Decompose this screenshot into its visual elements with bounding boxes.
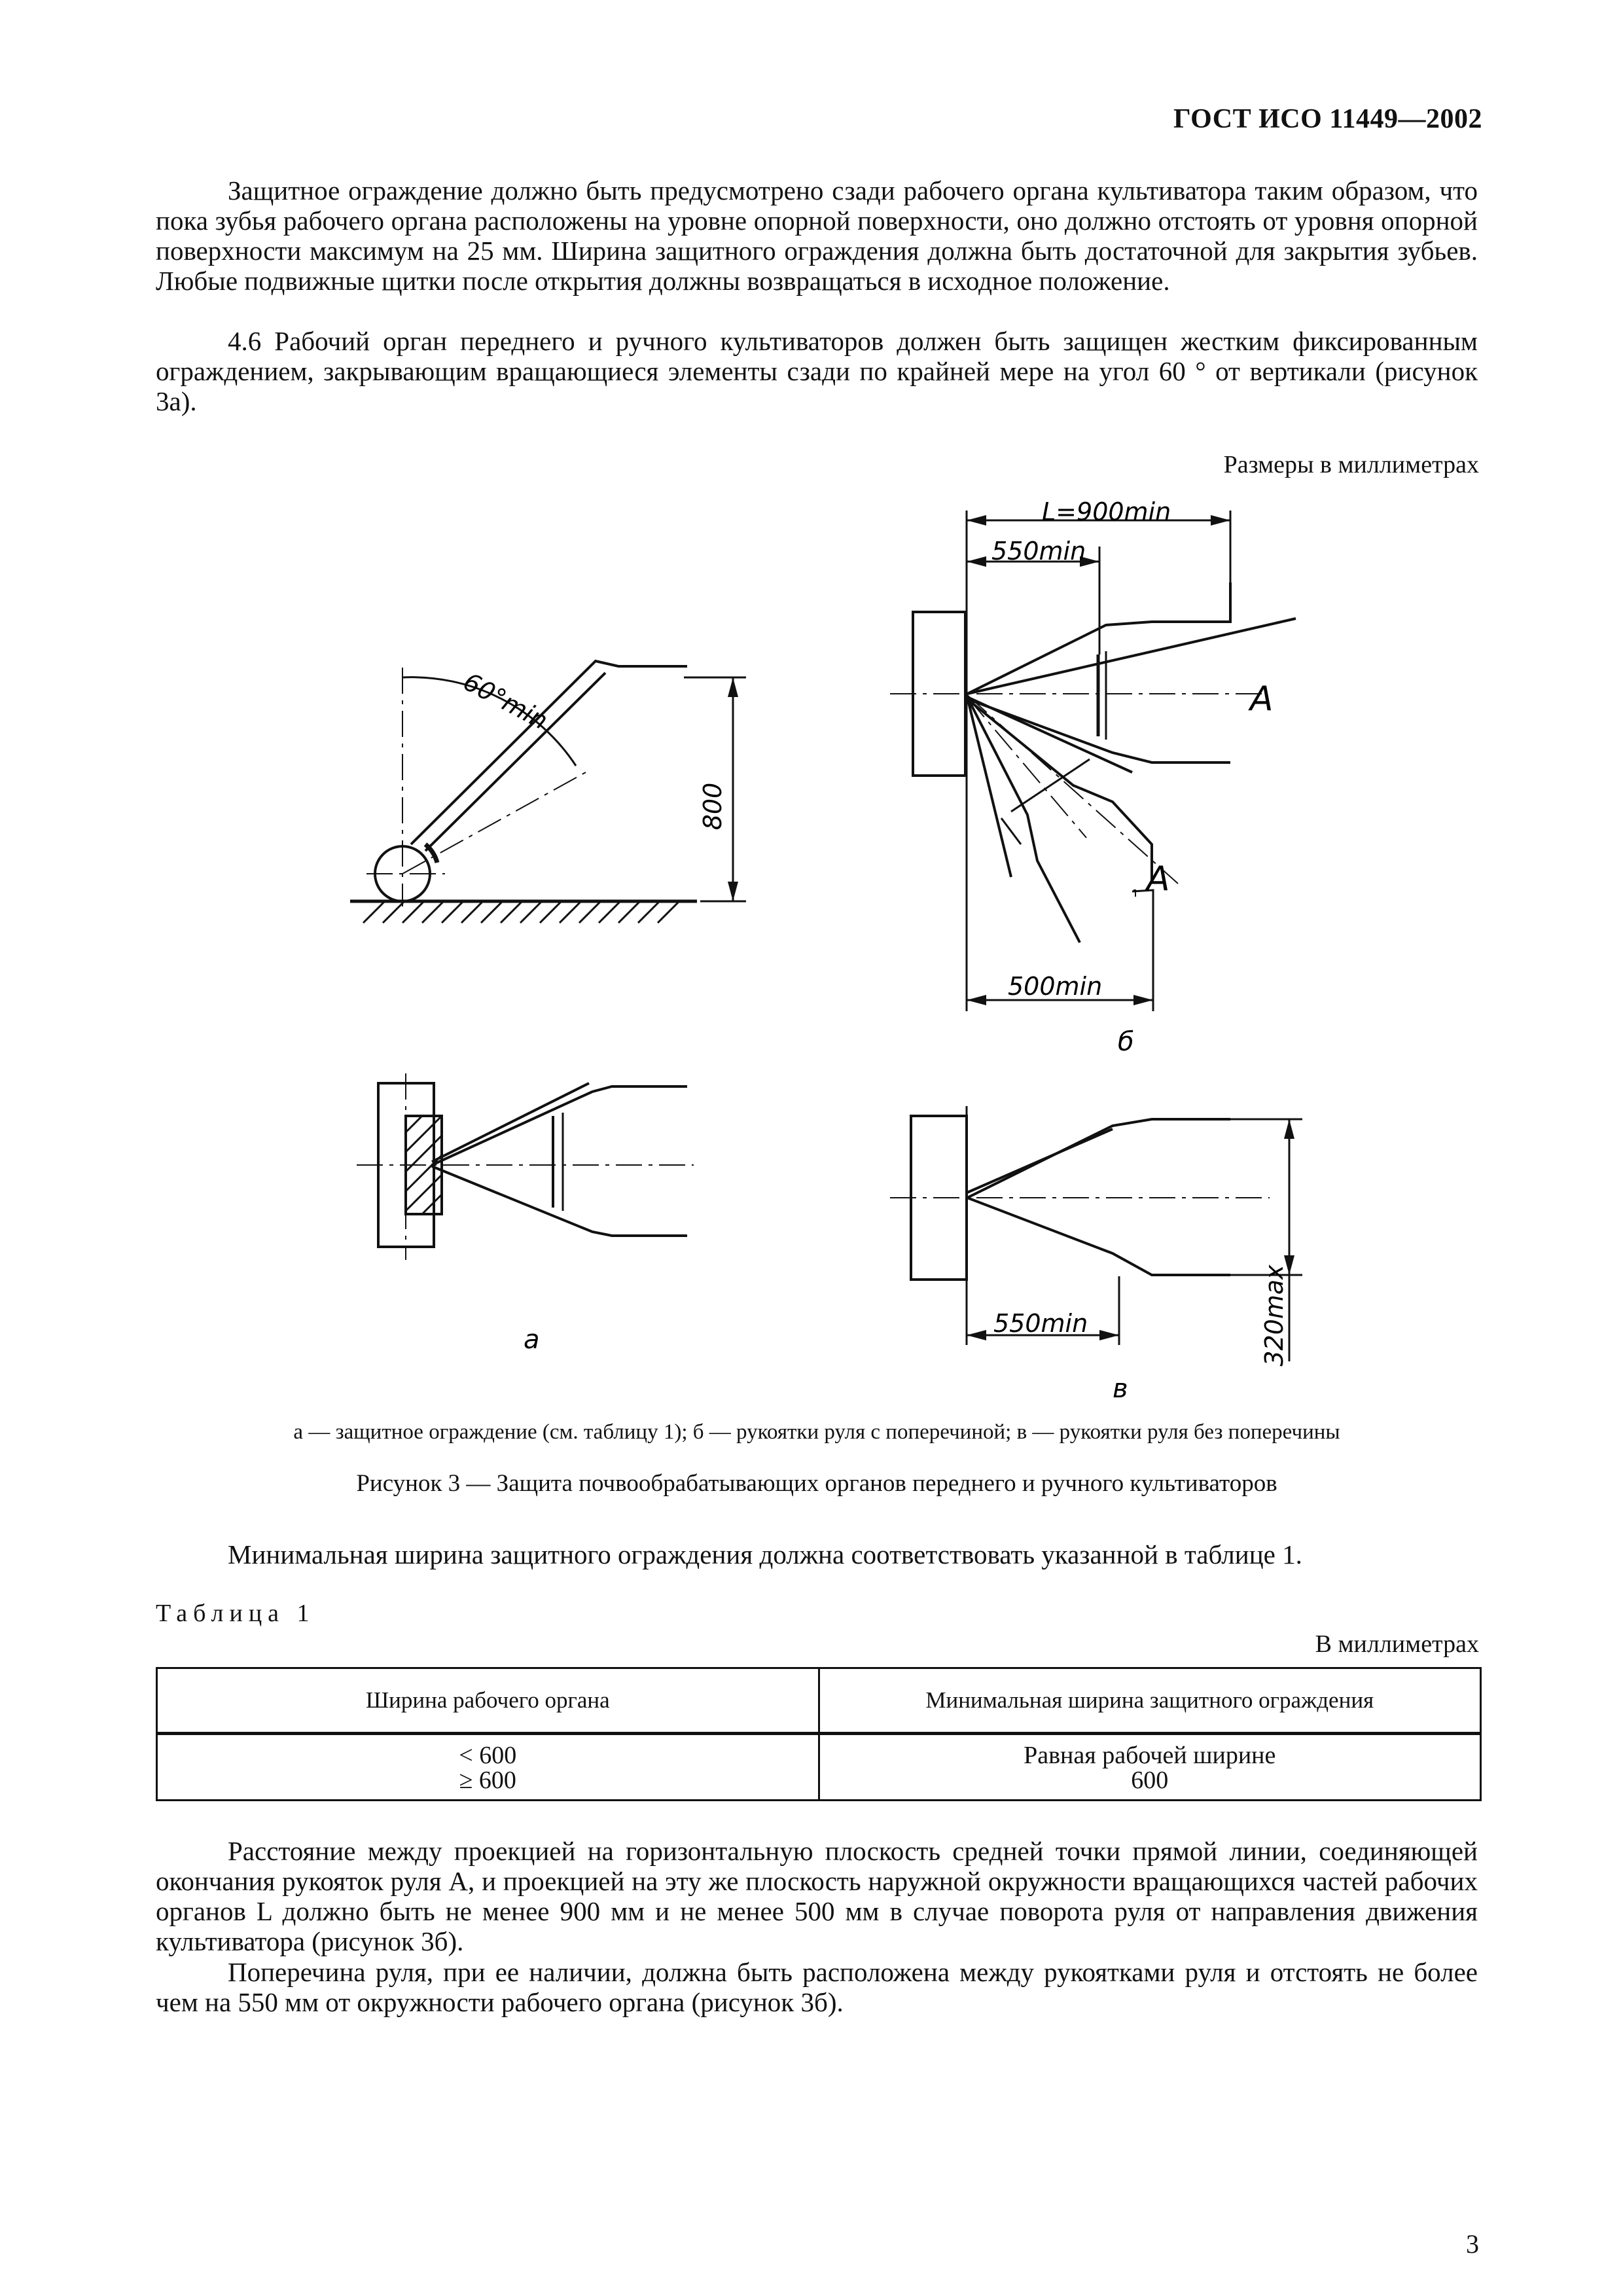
point-A-swung-label: A <box>1147 859 1170 899</box>
dim-550-b-label: 550min <box>991 537 1086 565</box>
dim-500-label: 500min <box>1008 972 1103 1001</box>
page-number: 3 <box>1466 2229 1479 2259</box>
figure-caption: Рисунок 3 — Защита почвообрабатывающих органов переднего и ручного культиваторов <box>356 1470 1277 1497</box>
point-A-label: A <box>1250 679 1274 719</box>
table-cell <box>819 1734 1481 1801</box>
figure-3v-top-view <box>890 1106 1302 1361</box>
paragraph-4-6: 4.6 Рабочий орган переднего и ручного культиваторов должен быть защищен жестким фиксированным ограждением, закрывающим вращающиеся элементы сзади по крайней мере на угол 60 ° от вертикали (рисунок 3а). <box>156 326 1478 416</box>
units-note: Размеры в миллиметрах <box>1223 451 1479 478</box>
figure-legend: а — защитное ограждение (см. таблицу 1); б — рукоятки руля с поперечиной; в — рукоятки руля без поперечины <box>293 1420 1340 1444</box>
cell-line: ≥ 600 <box>459 1767 516 1794</box>
figure-3b-top-view <box>890 511 1296 1011</box>
document-header: ГОСТ ИСО 11449—2002 <box>1173 104 1482 134</box>
subfig-v-label: в <box>1113 1374 1128 1404</box>
L-dimension-label: L=900min <box>1042 497 1171 526</box>
subfig-b-label: б <box>1118 1027 1134 1057</box>
subfig-a-label: а <box>524 1325 540 1355</box>
table-header-cell: Минимальная ширина защитного ограждения <box>819 1668 1481 1734</box>
table-title: Таблица 1 <box>156 1600 315 1627</box>
cell-line: Равная рабочей ширине <box>1024 1742 1276 1769</box>
paragraph-guard-rear: Защитное ограждение должно быть предусмотрено сзади рабочего органа культиватора таким образом, что пока зубья рабочего органа расположены на уровне опорной поверхности, оно должно отстоять от уровня опорной поверхности максимум на 25 мм. Ширина защитного ограждения должна быть достаточной для закрытия зубьев. Любые подвижные щитки после открытия должны возвращаться в исходное положение. <box>156 175 1478 296</box>
table-cell <box>157 1734 819 1801</box>
angle-label: 60°min <box>458 667 553 736</box>
table-units: В миллиметрах <box>1315 1630 1479 1658</box>
cell-line: < 600 <box>459 1742 517 1769</box>
figure-3a-side-view <box>350 661 746 923</box>
dim-320-label: 320max <box>1260 1265 1289 1367</box>
height-label: 800 <box>698 782 727 831</box>
cell-line: 600 <box>1131 1767 1169 1794</box>
paragraph-table-ref: Минимальная ширина защитного ограждения должна соответствовать указанной в таблице 1. <box>228 1539 1302 1570</box>
figure-3a-top-view <box>357 1073 694 1260</box>
table-header-cell: Ширина рабочего органа <box>157 1668 819 1734</box>
paragraph-distance: Расстояние между проекцией на горизонтальную плоскость средней точки прямой линии, соединяющей окончания рукояток руля A, и проекцией на эту же плоскость наружной окружности вращающихся частей рабочих органов L должно быть не менее 900 мм и не менее 500 мм в случае поворота руля от направления движения культиватора (рисунок 3б). <box>156 1836 1478 1956</box>
dim-550-v-label: 550min <box>993 1309 1088 1338</box>
table-row <box>157 1734 1481 1801</box>
table-1 <box>156 1667 1482 1801</box>
table-header-row <box>157 1668 1481 1734</box>
paragraph-crossbar: Поперечина руля, при ее наличии, должна быть расположена между рукоятками руля и отстоять не более чем на 550 мм от окружности рабочего органа (рисунок 3б). <box>156 1957 1478 2017</box>
